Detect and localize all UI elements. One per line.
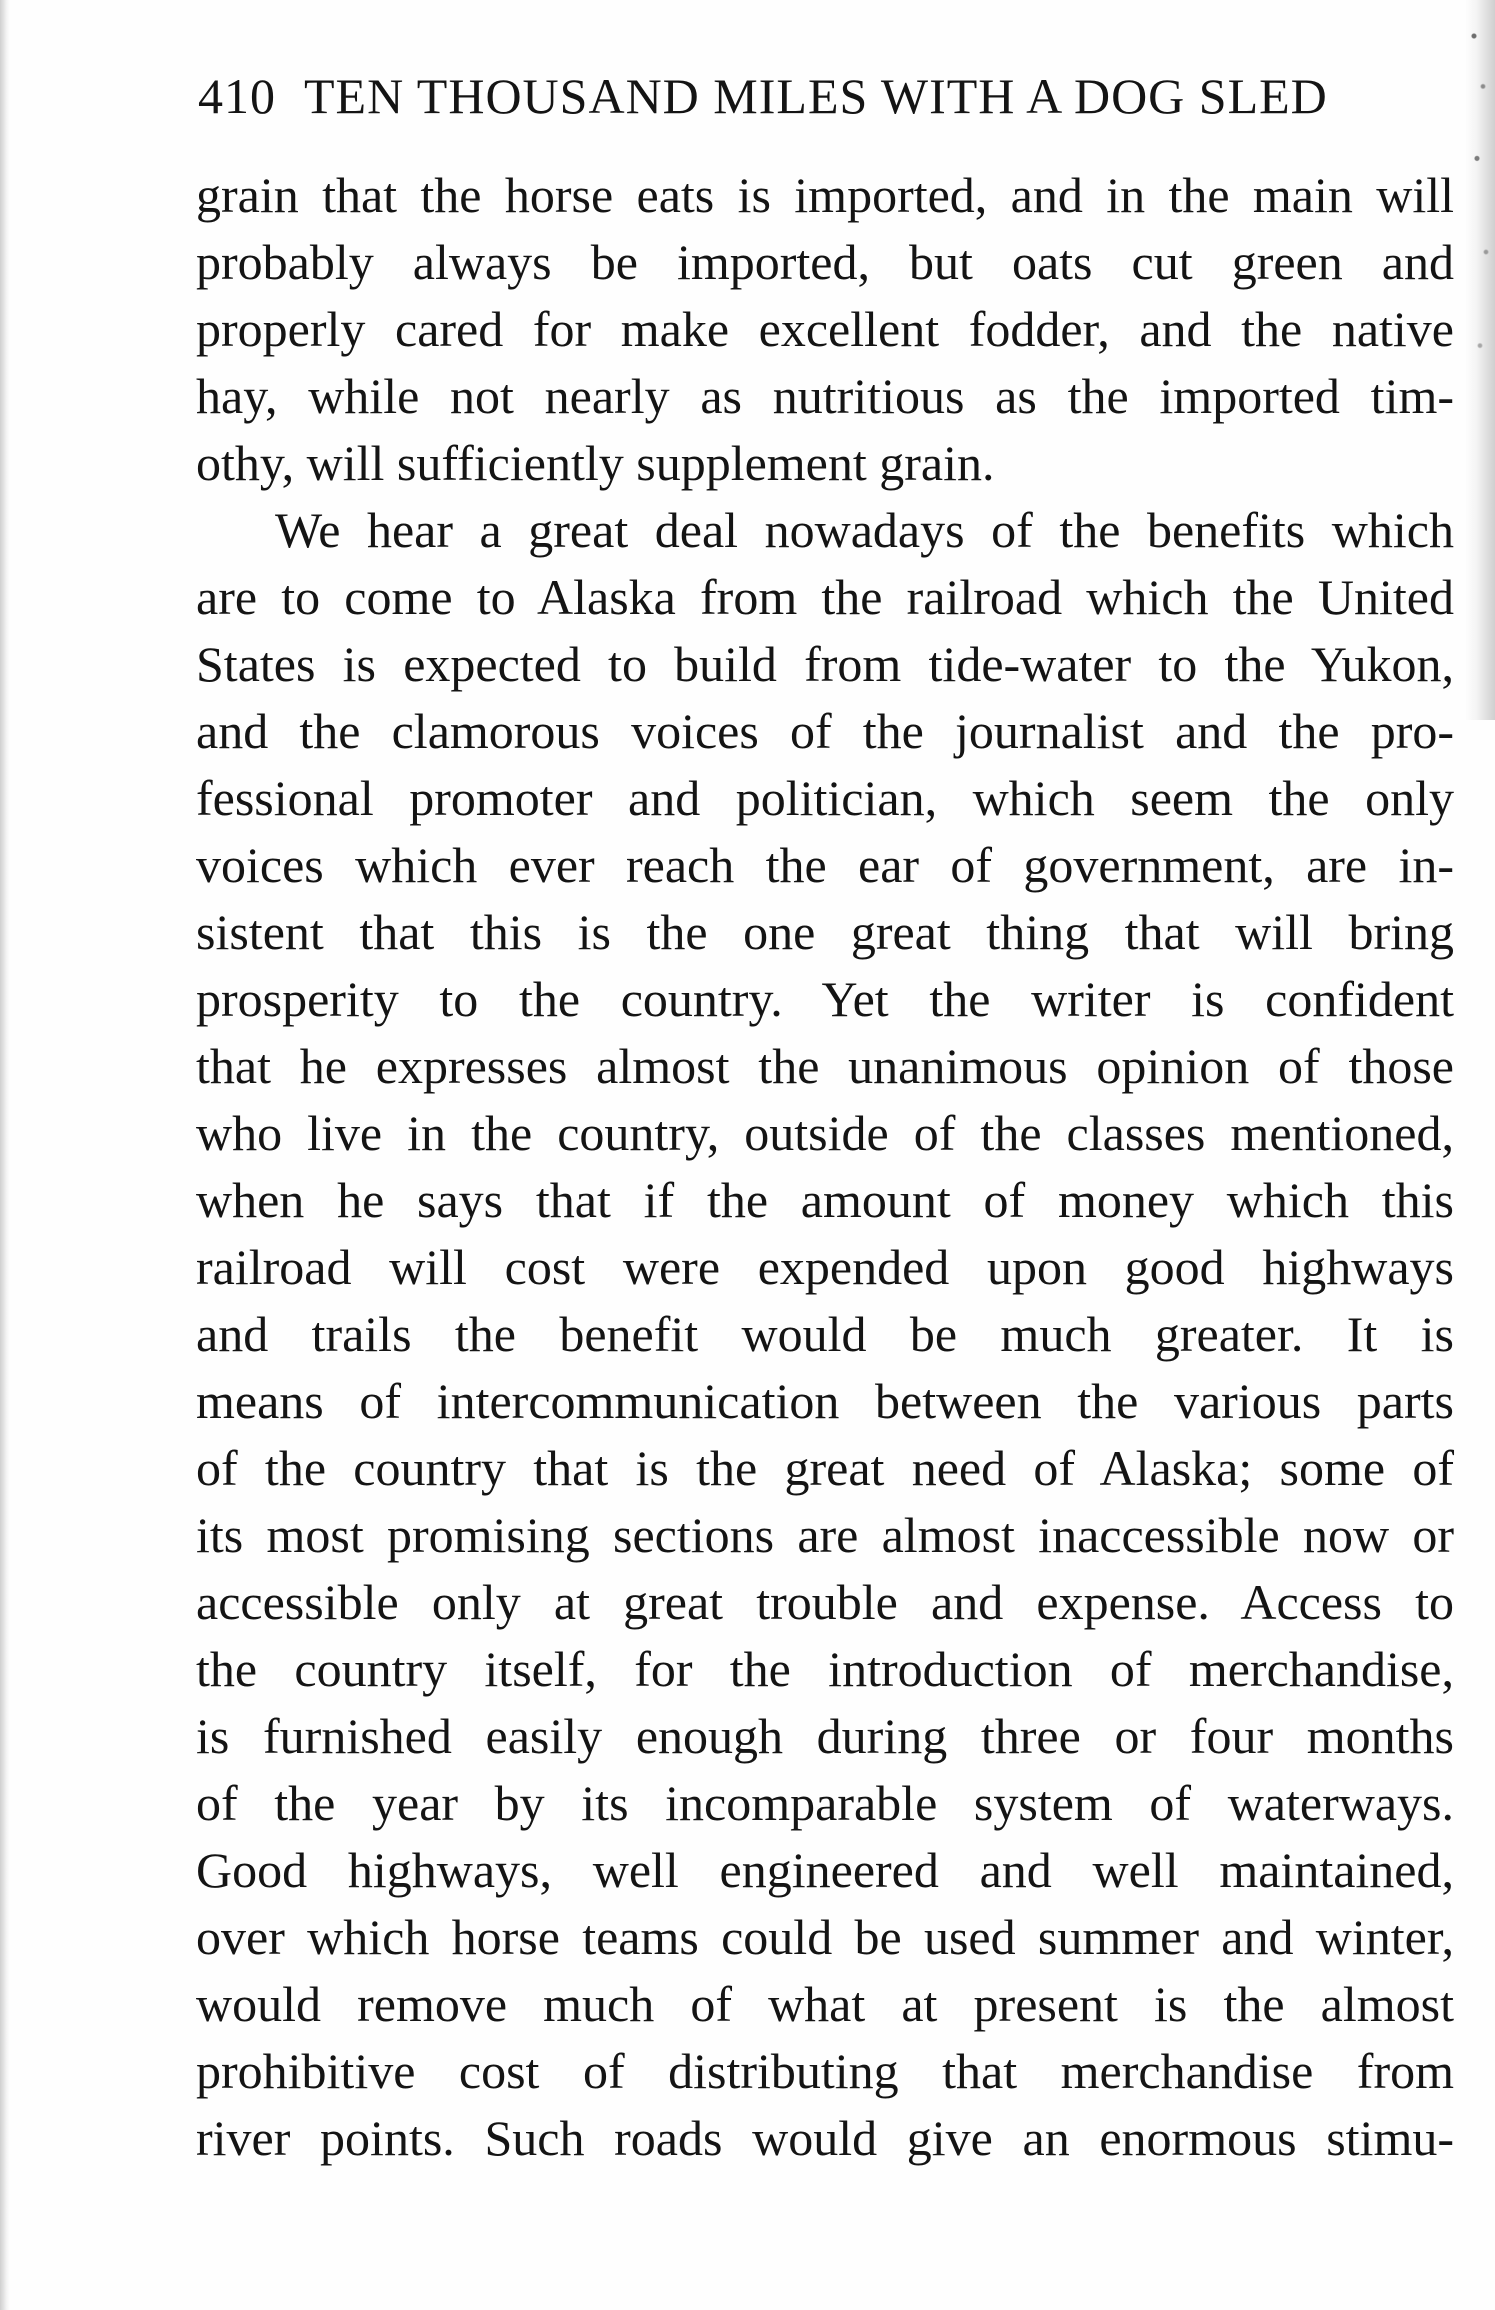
scan-edge-left — [0, 0, 10, 2310]
text-line: river points. Such roads would give an enormous stimu- — [196, 2110, 1454, 2166]
text-line: accessible only at great trouble and expense. Access to — [196, 1574, 1454, 1630]
text-line: prohibitive cost of distributing that merchandise from — [196, 2043, 1454, 2099]
text-line: means of intercommunication between the various parts — [196, 1373, 1454, 1429]
body-text — [196, 162, 1454, 2172]
text-line: who live in the country, outside of the classes mentioned, — [196, 1105, 1454, 1161]
text-line: is furnished easily enough during three or four months — [196, 1708, 1454, 1764]
text-line: othy, will sufficiently supplement grain. — [196, 435, 995, 491]
text-line: properly cared for make excellent fodder, and the native — [196, 301, 1454, 357]
scan-edge-right — [1465, 0, 1495, 720]
text-line: of the country that is the great need of Alaska; some of — [196, 1440, 1454, 1496]
page-number: 410 — [198, 68, 276, 124]
text-line: and the clamorous voices of the journalist and the pro- — [196, 703, 1454, 759]
text-line: that he expresses almost the unanimous opinion of those — [196, 1038, 1454, 1094]
text-line: railroad will cost were expended upon good highways — [196, 1239, 1454, 1295]
text-line: the country itself, for the introduction of merchandise, — [196, 1641, 1454, 1697]
book-title: TEN THOUSAND MILES WITH A DOG SLED — [304, 68, 1328, 124]
text-line: its most promising sections are almost inaccessible now or — [196, 1507, 1454, 1563]
text-line: of the year by its incomparable system of waterways. — [196, 1775, 1454, 1831]
text-line: are to come to Alaska from the railroad which the United — [196, 569, 1454, 625]
text-line: fessional promoter and politician, which seem the only — [196, 770, 1454, 826]
text-line: hay, while not nearly as nutritious as the imported tim- — [196, 368, 1454, 424]
text-line: and trails the benefit would be much greater. It is — [196, 1306, 1454, 1362]
text-line: when he says that if the amount of money which this — [196, 1172, 1454, 1228]
text-line: States is expected to build from tide-water to the Yukon, — [196, 636, 1454, 692]
text-line: voices which ever reach the ear of government, are in- — [196, 837, 1454, 893]
text-line: probably always be imported, but oats cut green and — [196, 234, 1454, 290]
running-head — [198, 56, 1430, 136]
text-line: prosperity to the country. Yet the writer is confident — [196, 971, 1454, 1027]
text-line: Good highways, well engineered and well maintained, — [196, 1842, 1454, 1898]
paragraph-start-line: We hear a great deal nowadays of the benefits which — [275, 502, 1454, 558]
text-line: would remove much of what at present is the almost — [196, 1976, 1454, 2032]
text-line: grain that the horse eats is imported, and in the main will — [196, 167, 1454, 223]
text-line: sistent that this is the one great thing that will bring — [196, 904, 1454, 960]
text-line: over which horse teams could be used summer and winter, — [196, 1909, 1454, 1965]
